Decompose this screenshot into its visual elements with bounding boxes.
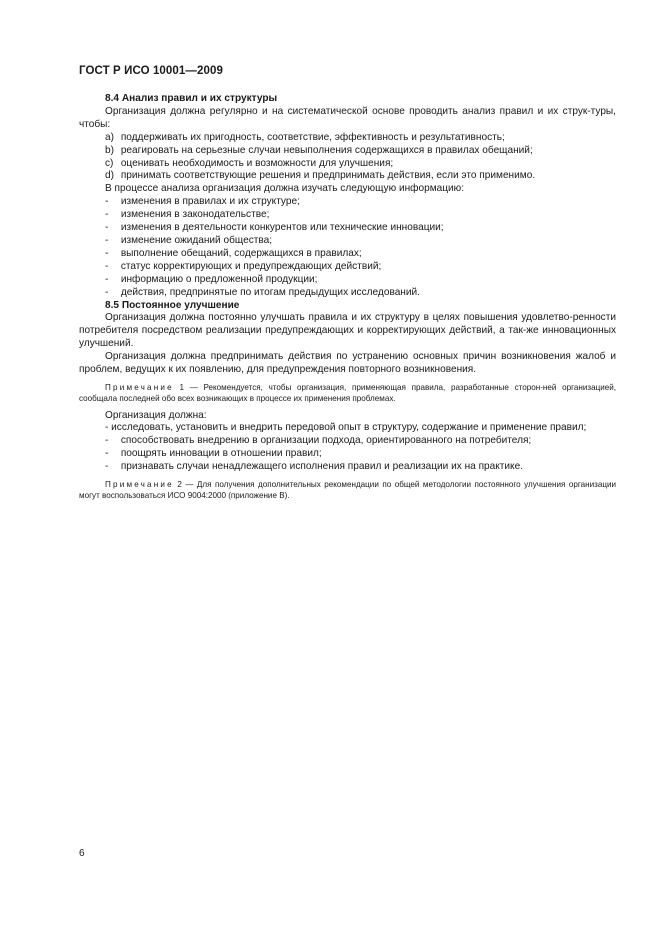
list-item-text: признавать случаи ненадлежащего исполнения правил и реализации их на практике. xyxy=(120,461,523,473)
section-8-4-heading: 8.4 Анализ правил и их структуры xyxy=(105,93,278,104)
dash-marker: - xyxy=(105,260,109,272)
list-item xyxy=(79,132,616,145)
list-item xyxy=(79,235,616,248)
list-item xyxy=(79,222,616,235)
list-item-text: информацию о предложенной продукции; xyxy=(120,273,318,285)
list-marker: c) xyxy=(105,157,114,169)
dash-marker: - xyxy=(105,448,109,460)
list-item-text: статус корректирующих и предупреждающих действий; xyxy=(120,260,382,272)
list-item xyxy=(79,461,616,474)
dash-marker: - xyxy=(105,196,109,208)
list-item-text: изменение ожиданий общества; xyxy=(120,234,273,246)
list-item-text: выполнение обещаний, содержащихся в правилах; xyxy=(120,247,362,259)
dash-marker: - xyxy=(105,435,109,447)
note-text: 1 — Рекомендуется, чтобы организация, применяющая правила, разработанные сторон-ней организацией, сообщала последней обо всех возникающих в процессе их применения проблемах. xyxy=(79,382,616,404)
list-item-text: реагировать на серьезные случаи невыполнения содержащихся в правилах обещаний; xyxy=(120,144,533,156)
dash-marker: - xyxy=(105,209,109,221)
list-item xyxy=(79,287,616,300)
must-first-item: - исследовать, установить и внедрить передовой опыт в структуру, содержание и применение правил; xyxy=(105,422,587,434)
list-item-text: поддерживать их пригодность, соответствие, эффективность и результативность; xyxy=(120,131,505,143)
list-item-text: изменения в деятельности конкурентов или технические инновации; xyxy=(120,222,444,234)
list-item xyxy=(79,209,616,222)
note-2 xyxy=(79,479,616,502)
must-intro: Организация должна: xyxy=(105,409,207,421)
dash-marker: - xyxy=(105,273,109,285)
list-item-text: принимать соответствующие решения и предпринимать действия, если это применимо. xyxy=(120,170,536,182)
list-item xyxy=(79,448,616,461)
list-item-text: способствовать внедрению в организации подхода, ориентированного на потребителя; xyxy=(120,435,532,447)
section-8-5-paragraph-1: Организация должна постоянно улучшать правила и их структуру в целях повышения удовлетво-ренности потребителя посредством реализации предупреждающих и корректирующих действий, а так-же инновационных улучшений. xyxy=(79,312,616,350)
dash-marker: - xyxy=(105,234,109,246)
list-item-text: действия, предпринятые по итогам предыдущих исследований. xyxy=(120,286,420,298)
section-8-5-paragraph-2: Организация должна предпринимать действия по устранению основных причин возникновения жалоб и проблем, ведущих к их появлению, для предупреждения повторного возникновения. xyxy=(79,351,616,376)
note-1 xyxy=(79,382,616,405)
list-item-text: изменения в законодательстве; xyxy=(120,209,270,221)
dash-marker: - xyxy=(105,222,109,234)
note-label: Примечание xyxy=(105,480,174,490)
note-text: 2 — Для получения дополнительных рекомендации по общей методологии постоянного улучшения организации могут воспользоваться ИСО 9004:2000 (приложение В). xyxy=(79,480,616,501)
list-item xyxy=(79,145,616,158)
list-item xyxy=(79,248,616,261)
section-8-5-heading: 8.5 Постоянное улучшение xyxy=(105,299,240,311)
list-marker: d) xyxy=(105,170,114,182)
note-label: Примечание xyxy=(105,382,174,392)
dash-marker: - xyxy=(105,286,109,298)
list-item-text: оценивать необходимость и возможности для улучшения; xyxy=(120,157,394,169)
list-item xyxy=(79,158,616,171)
list-item xyxy=(79,170,616,183)
list-item xyxy=(79,435,616,448)
info-intro: В процессе анализа организация должна изучать следующую информацию: xyxy=(105,183,465,195)
dash-marker: - xyxy=(105,461,109,473)
document-header: ГОСТ Р ИСО 10001—2009 xyxy=(79,65,224,77)
list-item xyxy=(79,274,616,287)
list-item-text: изменения в правилах и их структуре; xyxy=(120,196,300,208)
dash-marker: - xyxy=(105,247,109,259)
list-item xyxy=(79,196,616,209)
document-body xyxy=(79,93,616,507)
list-item-text: поощрять инновации в отношении правил; xyxy=(120,448,322,460)
list-marker: a) xyxy=(105,131,114,143)
section-8-4-intro: Организация должна регулярно и на систематической основе проводить анализ правил и их струк-туры, чтобы: xyxy=(79,105,616,130)
list-item xyxy=(79,261,616,274)
list-marker: b) xyxy=(105,144,114,156)
page-number: 6 xyxy=(79,848,85,859)
